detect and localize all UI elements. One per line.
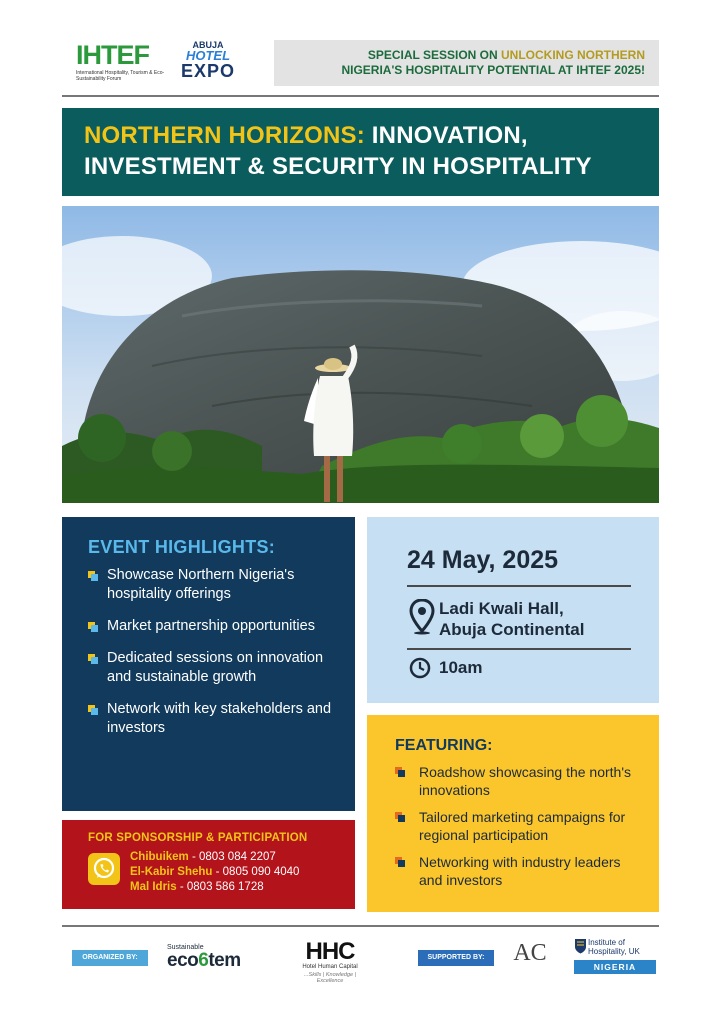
featuring-heading: FEATURING: [395,737,493,754]
eco-logo-part: eco [167,950,199,971]
event-time: 10am [439,658,483,677]
contact-phone: - 0805 090 4040 [212,866,300,878]
title-highlight: NORTHERN HORIZONS: [84,122,365,149]
title-line1-rest: INNOVATION, [364,122,528,149]
bullet-icon [395,812,405,822]
contact-name: El-Kabir Shehu [130,866,213,878]
contact-phone: - 0803 586 1728 [176,881,264,893]
organized-by-tag: ORGANIZED BY: [72,950,148,966]
hhc-logo-main: HHC [305,938,355,965]
highlight-text: Market partnership opportunities [107,618,315,634]
expo-logo-mid: HOTEL [185,48,231,63]
contact-name: Mal Idris [130,881,177,893]
venue-line-2: Abuja Continental [439,620,585,639]
bullet-icon [88,705,98,715]
contact-phone: - 0803 084 2207 [188,851,276,863]
header [62,38,659,88]
highlight-text: Showcase Northern Nigeria's hospitality offerings [107,567,295,602]
eco-logo-main [167,951,241,971]
divider [407,585,631,587]
special-session-banner [274,40,659,86]
crest-icon [574,938,587,954]
ihtef-tagline: International Hospitality, Tourism & Eco- Sustainability Forum [76,70,165,82]
featuring-text: Tailored marketing campaigns for regional participation [419,809,626,843]
institute-of-hospitality-logo [574,938,656,974]
list-item [395,763,645,799]
sponsorship-panel [62,820,355,909]
special-session-prefix: SPECIAL SESSION ON [367,48,501,62]
divider [407,648,631,650]
contact-item[interactable] [130,850,299,865]
list-item [395,808,645,844]
list-item [88,700,338,738]
ioh-country: NIGERIA [574,960,656,974]
bullet-icon [395,767,405,777]
whatsapp-icon [88,853,120,885]
list-item [88,649,338,687]
featuring-panel [367,715,659,912]
title-line-2: INVESTMENT & SECURITY IN HOSPITALITY [84,153,592,180]
expo-logo-bottom: EXPO [180,61,236,81]
sponsorship-heading: FOR SPONSORSHIP & PARTICIPATION [88,832,308,844]
ioh-text: Institute of Hospitality, UK [588,938,640,956]
location-pin-icon [409,599,435,635]
event-highlights-panel [62,517,355,811]
bullet-icon [88,654,98,664]
ihtef-logo [76,41,168,82]
contact-name: Chibuikem [130,851,189,863]
ac-logo: AC [513,940,547,966]
featuring-text: Roadshow showcasing the north's innovations [419,764,632,798]
zuma-rock-photo [62,206,659,503]
special-session-highlight: UNLOCKING NORTHERN [501,48,645,62]
supported-by-tag: SUPPORTED BY: [418,950,494,966]
featuring-text: Networking with industry leaders and investors [419,854,621,888]
event-highlights-heading: EVENT HIGHLIGHTS: [88,537,276,557]
bullet-icon [88,571,98,581]
bullet-icon [88,622,98,632]
eco-logo-top: Sustainable [167,944,204,951]
special-session-line2: NIGERIA'S HOSPITALITY POTENTIAL AT IHTEF 2025! [341,63,645,77]
contact-list [130,850,299,895]
expo-logo-top: ABUJA [192,40,224,50]
event-details-panel [367,517,659,703]
clock-icon [409,657,431,679]
event-date: 24 May, 2025 [407,546,559,574]
eco-logo-part: tem [208,950,241,971]
hhc-logo-sub: Hotel Human Capital [302,964,358,970]
header-divider [62,95,659,97]
contact-item[interactable] [130,880,299,895]
title-banner [62,108,659,196]
list-item [88,566,338,604]
eco-logo-part: 6 [198,950,209,971]
hhc-logo [294,940,366,984]
highlight-text: Network with key stakeholders and investors [107,701,332,736]
abuja-hotel-expo-logo [177,40,239,80]
venue-line-1: Ladi Kwali Hall, [439,599,564,618]
sustainable-ecosystem-logo [167,944,241,971]
hhc-logo-tagline: ...Skills | Knowledge | Excellence [303,972,357,984]
contact-item[interactable] [130,865,299,880]
event-venue [439,598,584,640]
list-item [88,617,338,636]
ihtef-wordmark: IHTEF [76,40,149,70]
highlight-text: Dedicated sessions on innovation and sustainable growth [107,650,324,685]
title-line-1 [84,120,659,151]
bullet-icon [395,857,405,867]
footer-divider [62,925,659,927]
list-item [395,853,645,889]
